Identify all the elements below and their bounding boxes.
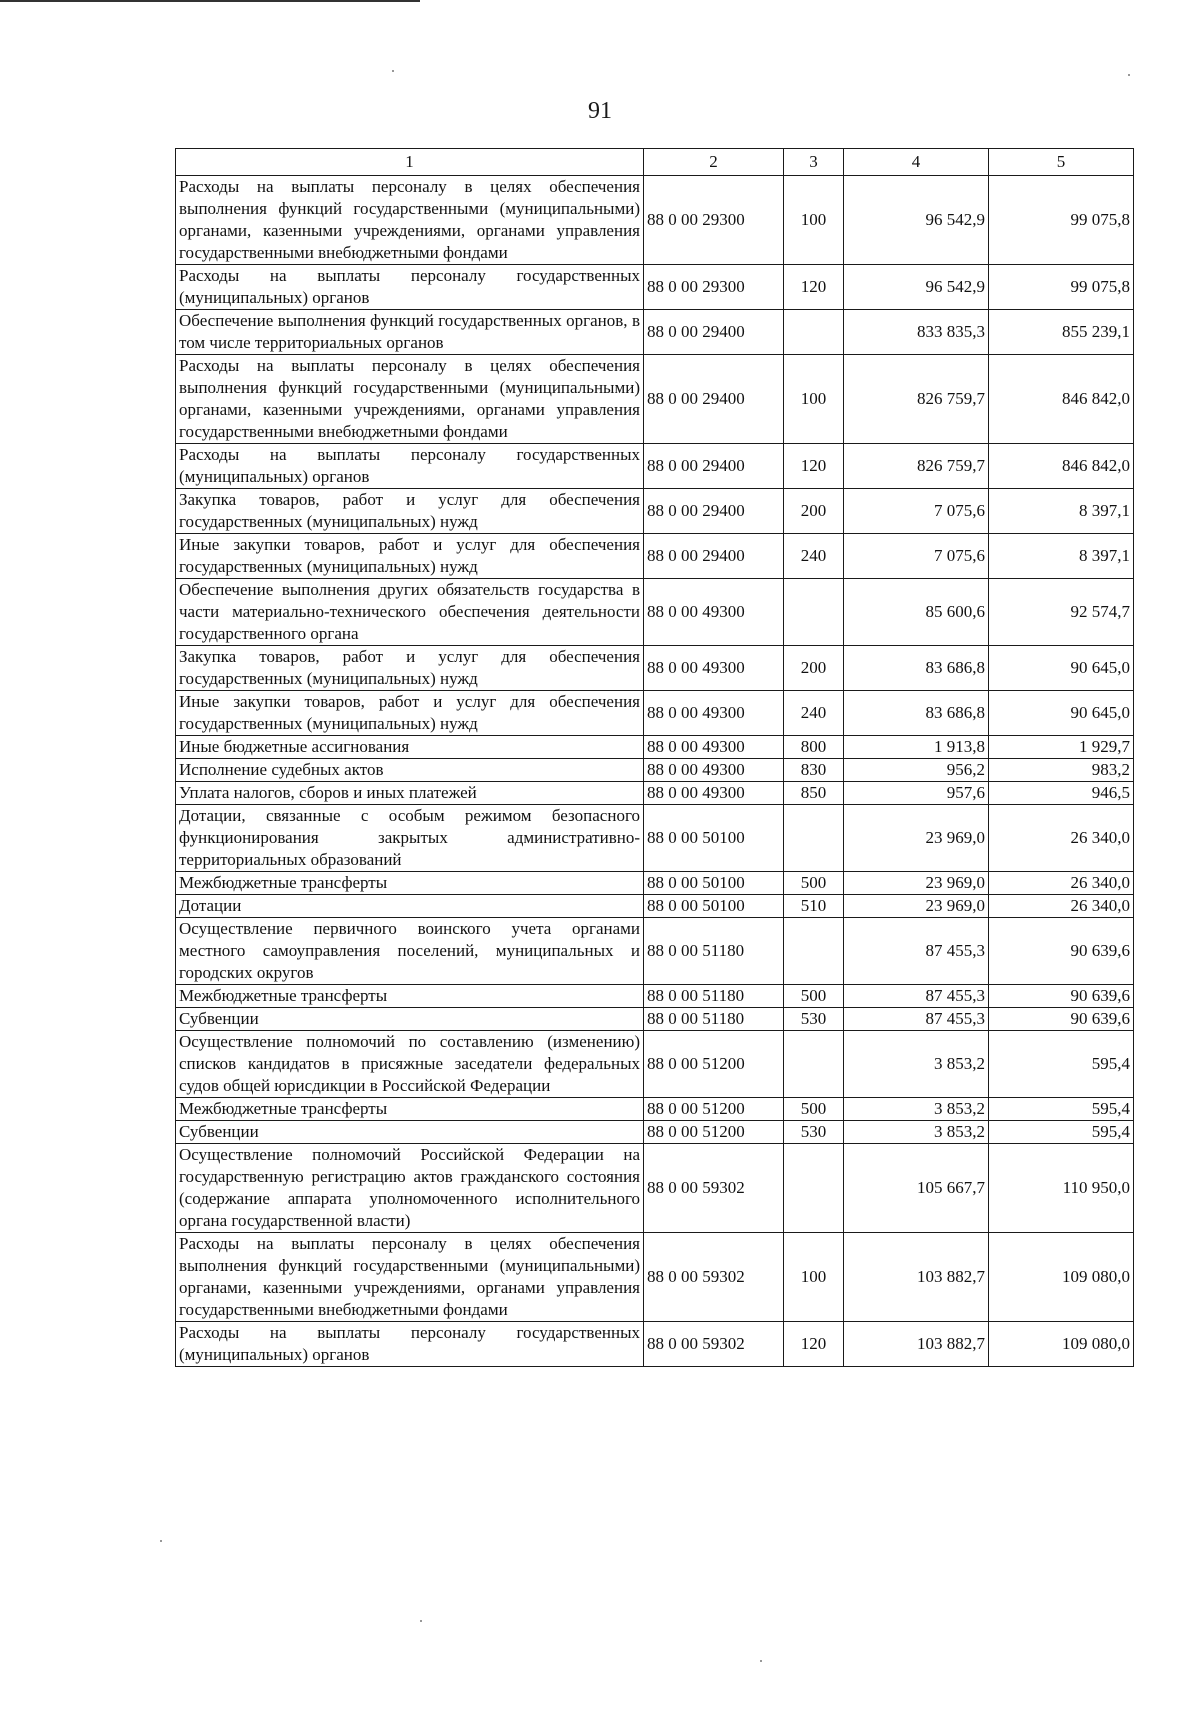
expense-type-code: 240 <box>784 534 844 579</box>
row-description: Межбюджетные трансферты <box>176 872 644 895</box>
amount-column-5: 26 340,0 <box>989 872 1134 895</box>
expense-type-code: 500 <box>784 1098 844 1121</box>
expense-type-code: 800 <box>784 736 844 759</box>
table-row <box>176 895 1134 918</box>
amount-column-5: 855 239,1 <box>989 310 1134 355</box>
expense-type-code: 100 <box>784 176 844 265</box>
table-row <box>176 1322 1134 1367</box>
target-article-code: 88 0 00 29400 <box>644 489 784 534</box>
expense-type-code: 120 <box>784 444 844 489</box>
target-article-code: 88 0 00 51200 <box>644 1031 784 1098</box>
target-article-code: 88 0 00 59302 <box>644 1322 784 1367</box>
amount-column-5: 90 645,0 <box>989 646 1134 691</box>
target-article-code: 88 0 00 29400 <box>644 355 784 444</box>
expense-type-code: 200 <box>784 489 844 534</box>
amount-column-4: 83 686,8 <box>844 646 989 691</box>
table-row <box>176 918 1134 985</box>
amount-column-5: 99 075,8 <box>989 176 1134 265</box>
row-description: Уплата налогов, сборов и иных платежей <box>176 782 644 805</box>
column-header: 1 <box>176 149 644 176</box>
scan-edge-line <box>0 0 420 2</box>
expense-type-code: 100 <box>784 1233 844 1322</box>
scan-speck <box>420 1620 422 1622</box>
row-description: Осуществление полномочий по составлению (изменению) списков кандидатов в присяжные заседатели федеральных судов общей юрисдикции в Российской Федерации <box>176 1031 644 1098</box>
row-description: Дотации, связанные с особым режимом безопасного функционирования закрытых административно-территориальных образований <box>176 805 644 872</box>
amount-column-5: 26 340,0 <box>989 805 1134 872</box>
amount-column-4: 103 882,7 <box>844 1233 989 1322</box>
row-description: Расходы на выплаты персоналу в целях обеспечения выполнения функций государственными (муниципальными) органами, казенными учреждениями, органами управления государственными внебюджетными фондами <box>176 355 644 444</box>
row-description: Закупка товаров, работ и услуг для обеспечения государственных (муниципальных) нужд <box>176 489 644 534</box>
table-row <box>176 872 1134 895</box>
target-article-code: 88 0 00 49300 <box>644 782 784 805</box>
amount-column-4: 85 600,6 <box>844 579 989 646</box>
column-header: 5 <box>989 149 1134 176</box>
expense-type-code: 100 <box>784 355 844 444</box>
amount-column-4: 87 455,3 <box>844 1008 989 1031</box>
amount-column-5: 983,2 <box>989 759 1134 782</box>
scan-speck <box>160 1540 162 1542</box>
header-row <box>176 149 1134 176</box>
expense-type-code: 500 <box>784 985 844 1008</box>
table-row <box>176 1031 1134 1098</box>
amount-column-5: 26 340,0 <box>989 895 1134 918</box>
table-row <box>176 1121 1134 1144</box>
amount-column-5: 90 639,6 <box>989 1008 1134 1031</box>
scan-speck <box>1128 74 1130 76</box>
table-row <box>176 1144 1134 1233</box>
expense-type-code: 500 <box>784 872 844 895</box>
expense-type-code <box>784 310 844 355</box>
amount-column-4: 96 542,9 <box>844 265 989 310</box>
table-row <box>176 736 1134 759</box>
row-description: Иные закупки товаров, работ и услуг для обеспечения государственных (муниципальных) нужд <box>176 534 644 579</box>
target-article-code: 88 0 00 51180 <box>644 985 784 1008</box>
amount-column-4: 3 853,2 <box>844 1031 989 1098</box>
table-row <box>176 985 1134 1008</box>
amount-column-5: 8 397,1 <box>989 489 1134 534</box>
amount-column-5: 109 080,0 <box>989 1322 1134 1367</box>
target-article-code: 88 0 00 29400 <box>644 310 784 355</box>
column-header: 2 <box>644 149 784 176</box>
target-article-code: 88 0 00 49300 <box>644 646 784 691</box>
target-article-code: 88 0 00 50100 <box>644 895 784 918</box>
target-article-code: 88 0 00 29300 <box>644 265 784 310</box>
target-article-code: 88 0 00 51180 <box>644 1008 784 1031</box>
amount-column-4: 957,6 <box>844 782 989 805</box>
row-description: Субвенции <box>176 1121 644 1144</box>
row-description: Осуществление полномочий Российской Федерации на государственную регистрацию актов гражданского состояния (содержание аппарата уполномоченного исполнительного органа государственной власти) <box>176 1144 644 1233</box>
expense-type-code: 200 <box>784 646 844 691</box>
target-article-code: 88 0 00 29300 <box>644 176 784 265</box>
expense-type-code <box>784 1144 844 1233</box>
amount-column-4: 96 542,9 <box>844 176 989 265</box>
amount-column-5: 846 842,0 <box>989 355 1134 444</box>
table-row <box>176 489 1134 534</box>
amount-column-5: 92 574,7 <box>989 579 1134 646</box>
table-row <box>176 265 1134 310</box>
target-article-code: 88 0 00 49300 <box>644 691 784 736</box>
row-description: Обеспечение выполнения функций государственных органов, в том числе территориальных органов <box>176 310 644 355</box>
amount-column-5: 109 080,0 <box>989 1233 1134 1322</box>
column-header: 4 <box>844 149 989 176</box>
target-article-code: 88 0 00 51200 <box>644 1098 784 1121</box>
table-row <box>176 534 1134 579</box>
amount-column-4: 833 835,3 <box>844 310 989 355</box>
table-row <box>176 1008 1134 1031</box>
amount-column-5: 99 075,8 <box>989 265 1134 310</box>
row-description: Расходы на выплаты персоналу в целях обеспечения выполнения функций государственными (муниципальными) органами, казенными учреждениями, органами управления государственными внебюджетными фондами <box>176 1233 644 1322</box>
table-row <box>176 444 1134 489</box>
amount-column-4: 1 913,8 <box>844 736 989 759</box>
table-row <box>176 805 1134 872</box>
expense-type-code: 120 <box>784 1322 844 1367</box>
amount-column-5: 90 645,0 <box>989 691 1134 736</box>
table-body <box>176 176 1134 1367</box>
row-description: Межбюджетные трансферты <box>176 1098 644 1121</box>
amount-column-4: 23 969,0 <box>844 895 989 918</box>
table-row <box>176 1233 1134 1322</box>
expense-type-code: 830 <box>784 759 844 782</box>
row-description: Исполнение судебных актов <box>176 759 644 782</box>
amount-column-4: 826 759,7 <box>844 355 989 444</box>
amount-column-4: 3 853,2 <box>844 1098 989 1121</box>
amount-column-5: 90 639,6 <box>989 985 1134 1008</box>
amount-column-4: 23 969,0 <box>844 805 989 872</box>
row-description: Расходы на выплаты персоналу государственных (муниципальных) органов <box>176 444 644 489</box>
target-article-code: 88 0 00 59302 <box>644 1144 784 1233</box>
amount-column-4: 87 455,3 <box>844 985 989 1008</box>
amount-column-5: 90 639,6 <box>989 918 1134 985</box>
row-description: Осуществление первичного воинского учета органами местного самоуправления поселений, муниципальных и городских округов <box>176 918 644 985</box>
target-article-code: 88 0 00 49300 <box>644 759 784 782</box>
table-row <box>176 759 1134 782</box>
amount-column-4: 7 075,6 <box>844 534 989 579</box>
amount-column-4: 7 075,6 <box>844 489 989 534</box>
expense-type-code <box>784 1031 844 1098</box>
row-description: Межбюджетные трансферты <box>176 985 644 1008</box>
target-article-code: 88 0 00 29400 <box>644 444 784 489</box>
amount-column-5: 595,4 <box>989 1121 1134 1144</box>
amount-column-5: 595,4 <box>989 1031 1134 1098</box>
row-description: Иные закупки товаров, работ и услуг для обеспечения государственных (муниципальных) нужд <box>176 691 644 736</box>
column-header: 3 <box>784 149 844 176</box>
row-description: Закупка товаров, работ и услуг для обеспечения государственных (муниципальных) нужд <box>176 646 644 691</box>
amount-column-4: 103 882,7 <box>844 1322 989 1367</box>
row-description: Обеспечение выполнения других обязательств государства в части материально-технического обеспечения деятельности государственного органа <box>176 579 644 646</box>
row-description: Расходы на выплаты персоналу государственных (муниципальных) органов <box>176 265 644 310</box>
expense-type-code <box>784 579 844 646</box>
expense-type-code <box>784 805 844 872</box>
target-article-code: 88 0 00 29400 <box>644 534 784 579</box>
table-row <box>176 782 1134 805</box>
row-description: Дотации <box>176 895 644 918</box>
amount-column-4: 83 686,8 <box>844 691 989 736</box>
amount-column-4: 3 853,2 <box>844 1121 989 1144</box>
amount-column-5: 846 842,0 <box>989 444 1134 489</box>
table-row <box>176 646 1134 691</box>
amount-column-4: 826 759,7 <box>844 444 989 489</box>
row-description: Расходы на выплаты персоналу в целях обеспечения выполнения функций государственными (муниципальными) органами, казенными учреждениями, органами управления государственными внебюджетными фондами <box>176 176 644 265</box>
expense-type-code <box>784 918 844 985</box>
amount-column-5: 595,4 <box>989 1098 1134 1121</box>
expense-type-code: 530 <box>784 1008 844 1031</box>
expense-type-code: 850 <box>784 782 844 805</box>
expense-type-code: 240 <box>784 691 844 736</box>
table-row <box>176 1098 1134 1121</box>
amount-column-4: 956,2 <box>844 759 989 782</box>
row-description: Расходы на выплаты персоналу государственных (муниципальных) органов <box>176 1322 644 1367</box>
table-row <box>176 579 1134 646</box>
expense-type-code: 510 <box>784 895 844 918</box>
amount-column-4: 105 667,7 <box>844 1144 989 1233</box>
target-article-code: 88 0 00 51200 <box>644 1121 784 1144</box>
target-article-code: 88 0 00 49300 <box>644 736 784 759</box>
page-number: 91 <box>588 98 612 124</box>
amount-column-4: 23 969,0 <box>844 872 989 895</box>
target-article-code: 88 0 00 50100 <box>644 872 784 895</box>
amount-column-5: 110 950,0 <box>989 1144 1134 1233</box>
table-row <box>176 176 1134 265</box>
target-article-code: 88 0 00 59302 <box>644 1233 784 1322</box>
table-row <box>176 355 1134 444</box>
expense-type-code: 120 <box>784 265 844 310</box>
budget-table <box>175 148 1134 1367</box>
row-description: Иные бюджетные ассигнования <box>176 736 644 759</box>
amount-column-5: 8 397,1 <box>989 534 1134 579</box>
target-article-code: 88 0 00 51180 <box>644 918 784 985</box>
expense-type-code: 530 <box>784 1121 844 1144</box>
amount-column-4: 87 455,3 <box>844 918 989 985</box>
target-article-code: 88 0 00 49300 <box>644 579 784 646</box>
amount-column-5: 946,5 <box>989 782 1134 805</box>
row-description: Субвенции <box>176 1008 644 1031</box>
target-article-code: 88 0 00 50100 <box>644 805 784 872</box>
scan-speck <box>392 70 394 72</box>
table-row <box>176 691 1134 736</box>
amount-column-5: 1 929,7 <box>989 736 1134 759</box>
table-row <box>176 310 1134 355</box>
scan-speck <box>760 1660 762 1662</box>
